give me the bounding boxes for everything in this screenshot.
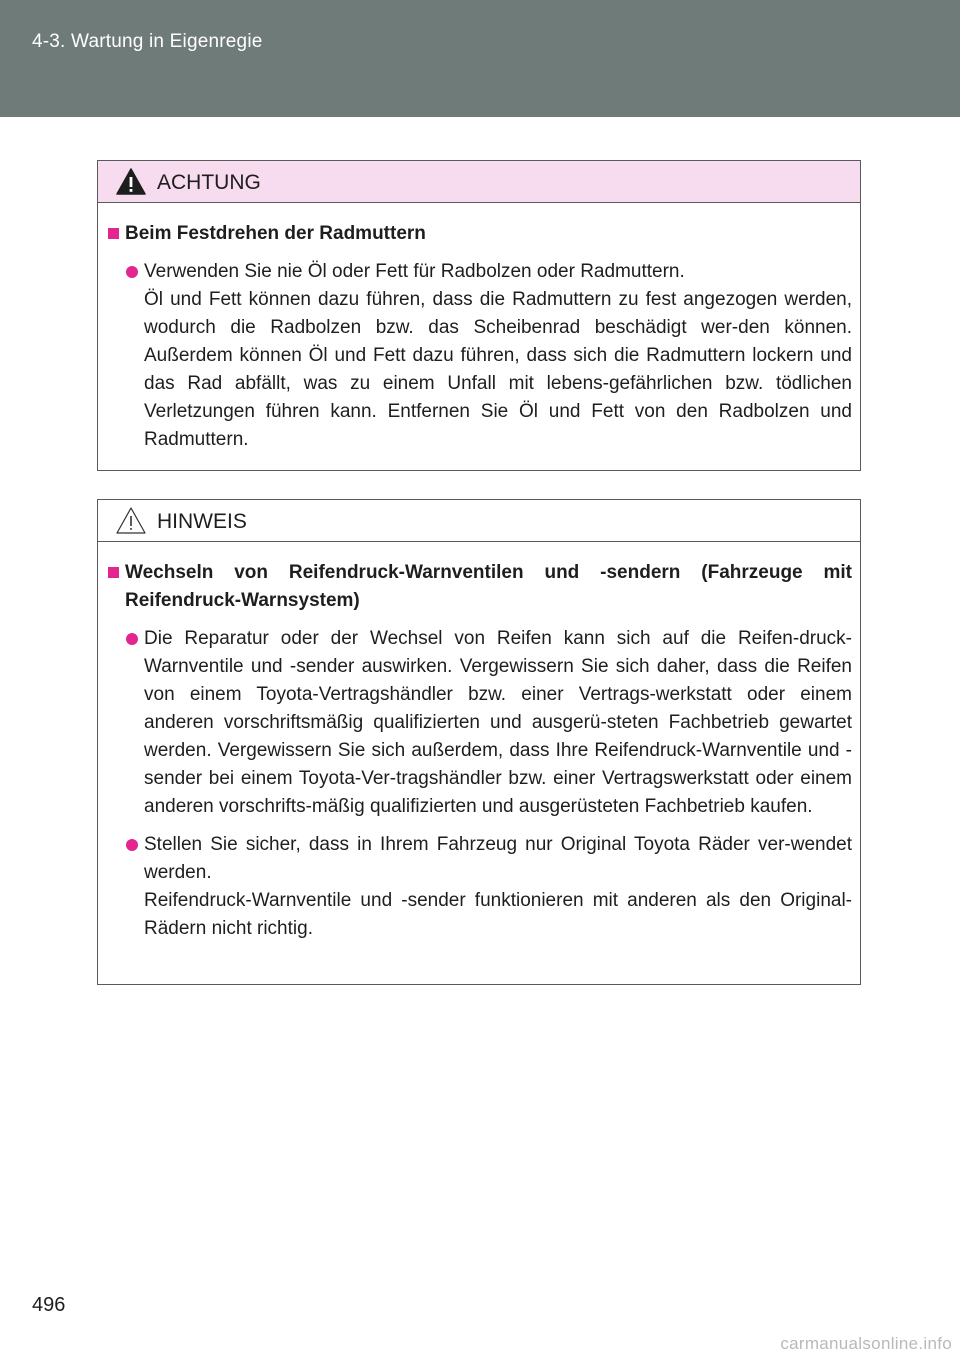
header-band [0,0,960,117]
hinweis-label: HINWEIS [157,510,247,533]
hinweis-header [98,500,860,542]
watermark: carmanualsonline.info [780,1334,952,1353]
chapter-title: 4-3. Wartung in Eigenregie [32,31,263,52]
round-bullet-icon [126,266,138,278]
achtung-bullet-1 [106,258,852,454]
hinweis-bullet-1-para-1: Die Reparatur oder der Wechsel von Reifen kann sich auf die Reifen-druck-Warnventile und -sender auswirken. Vergewissern Sie sich daher, dass die Reifen von einem Toyota-Vertragshändler bzw. einer Vertrags-werkstatt oder einem anderen vorschriftsmäßig qualifizierten und ausgerü-steten Fachbetrieb gewartet werden. Vergewissern Sie sich außerdem, dass Ihre Reifendruck-Warnventile und -sender bei einem Toyota-Ver-tragshändler bzw. einer Vertragswerkstatt oder einem anderen vorschrifts-mäßig qualifizierten und ausgerüsteten Fachbetrieb kaufen. [144,628,852,817]
hinweis-bullet-2-para-1: Stellen Sie sicher, dass in Ihrem Fahrzeug nur Original Toyota Räder ver-wendet werden. [144,834,852,883]
square-bullet-icon [108,567,119,578]
achtung-bullet-1-para-2: Öl und Fett können dazu führen, dass die Radmuttern zu fest angezogen werden, wodurch die Radbolzen bzw. das Scheibenrad beschädigt wer-den können. Außerdem können Öl und Fett dazu führen, dass sich die Radmuttern lockern und das Rad abfällt, was zu einem Unfall mit lebens-gefährlichen bzw. tödlichen Verletzungen führen kann. Entfernen Sie Öl und Fett von den Radbolzen und Radmuttern. [144,289,852,450]
hinweis-bullet-2-para-2: Reifendruck-Warnventile und -sender funktionieren mit anderen als den Original-Rädern nicht richtig. [144,890,852,939]
hinweis-bullet-2 [106,831,852,943]
achtung-header [98,161,860,203]
hinweis-section-title-text: Wechseln von Reifendruck-Warnventilen und -sendern (Fahrzeuge mit Reifendruck-Warnsystem) [125,562,852,611]
round-bullet-icon [126,633,138,645]
hinweis-section-title [106,559,852,615]
square-bullet-icon [108,228,119,239]
achtung-body [98,203,860,454]
achtung-section-title [106,220,852,248]
warning-triangle-outline-icon [115,506,147,536]
warning-triangle-filled-icon [115,167,147,197]
achtung-box [97,160,861,471]
page-number: 496 [32,1294,66,1316]
hinweis-body [98,542,860,943]
achtung-bullet-1-para-1: Verwenden Sie nie Öl oder Fett für Radbolzen oder Radmuttern. [144,261,685,282]
round-bullet-icon [126,839,138,851]
hinweis-box [97,499,861,985]
hinweis-bullet-1 [106,625,852,821]
achtung-label: ACHTUNG [157,171,261,194]
achtung-section-title-text: Beim Festdrehen der Radmuttern [125,223,426,244]
